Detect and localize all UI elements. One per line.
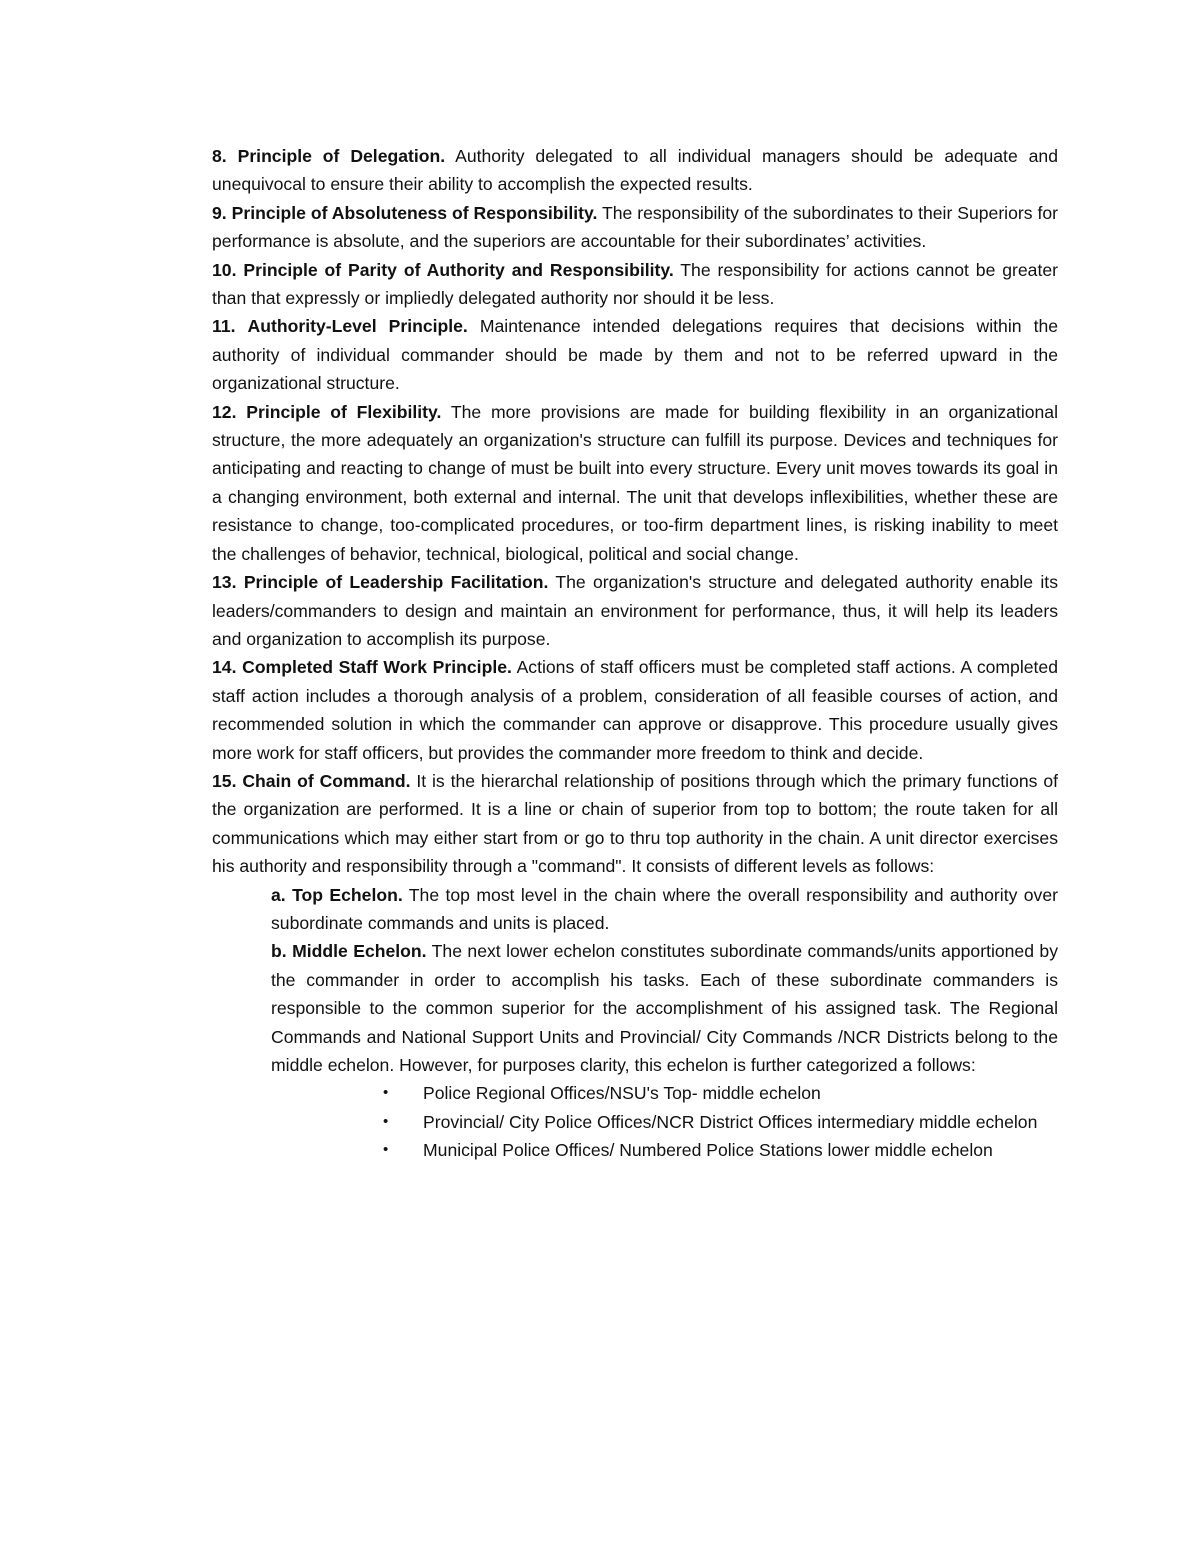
list-item xyxy=(364,1136,1058,1164)
principle-heading: Principle of Leadership Facilitation. xyxy=(243,572,549,593)
principle-8 xyxy=(212,142,1058,199)
principle-text: Maintenance intended delegations requires that decisions within the authority of individual commander should be made by them and not to be referred upward in the organizational structure. xyxy=(212,316,1059,394)
echelon-heading: Top Echelon. xyxy=(292,884,403,905)
echelon-label: a. xyxy=(271,884,286,905)
principle-9 xyxy=(212,199,1058,256)
principle-text: It is the hierarchal relationship of positions through which the primary functions of the organization are performed. It is a line or chain of superior from top to bottom; the route taken for all communications which may either start from or go to thru top authority in the chain. A unit director exercises his authority and responsibility through a "command". It consists of different levels as follows: xyxy=(212,770,1058,877)
list-item-text: Police Regional Offices/NSU's Top- middle echelon xyxy=(423,1083,821,1104)
echelon-text: The next lower echelon constitutes subordinate commands/units apportioned by the commander in order to accomplish his tasks. Each of these subordinate commanders is responsible to the common superior for the accomplishment of his assigned task. The Regional Commands and National Support Units and Provincial/ City Commands /NCR Districts belong to the middle echelon. However, for purposes clarity, this echelon is further categorized a follows: xyxy=(271,941,1059,1075)
echelon-top xyxy=(271,881,1058,938)
principle-heading: Completed Staff Work Principle. xyxy=(242,657,512,678)
bullet-icon: • xyxy=(383,1141,389,1159)
principle-heading: Principle of Flexibility. xyxy=(246,401,442,422)
list-item-text: Provincial/ City Police Offices/NCR District Offices intermediary middle echelon xyxy=(423,1111,1038,1132)
echelon-heading: Middle Echelon. xyxy=(292,941,427,962)
middle-echelon-list xyxy=(364,1079,1058,1164)
bullet-icon: • xyxy=(383,1084,389,1102)
principle-text: The organization's structure and delegated authority enable its leaders/commanders to design and maintain an environment for performance, thus, it will help its leaders and organization to accomplish its purpose. xyxy=(212,572,1058,649)
principle-number: 13. xyxy=(212,572,237,593)
principle-14 xyxy=(212,653,1058,767)
list-item xyxy=(364,1079,1058,1107)
principle-number: 14. xyxy=(212,657,237,678)
principle-11 xyxy=(212,312,1058,397)
principle-text: The responsibility of the subordinates to their Superiors for performance is absolute, and the superiors are accountable for their subordinates’ activities. xyxy=(212,202,1058,252)
principle-12 xyxy=(212,398,1058,568)
principle-number: 11. xyxy=(212,316,236,337)
echelon-text: The top most level in the chain where the overall responsibility and authority over subordinate commands and units is placed. xyxy=(271,884,1058,933)
principle-number: 9. xyxy=(212,202,227,223)
document-page xyxy=(212,142,1058,1165)
principle-15 xyxy=(212,767,1058,881)
principle-heading: Principle of Absoluteness of Responsibility. xyxy=(231,202,598,223)
principle-text: Authority delegated to all individual managers should be adequate and unequivocal to ensure their ability to accomplish the expected results. xyxy=(212,146,1058,195)
principle-number: 12. xyxy=(212,401,237,422)
principle-number: 10. xyxy=(212,259,237,280)
principle-heading: Chain of Command. xyxy=(242,770,411,791)
principle-13 xyxy=(212,568,1058,653)
principle-text: Actions of staff officers must be completed staff actions. A completed staff action includes a thorough analysis of a problem, consideration of all feasible courses of action, and recommended solution in which the commander can approve or disapprove. This procedure usually gives more work for staff officers, but provides the commander more freedom to think and decide. xyxy=(212,657,1058,763)
principle-10 xyxy=(212,256,1058,313)
principle-heading: Principle of Parity of Authority and Responsibility. xyxy=(243,259,674,280)
list-item-text: Municipal Police Offices/ Numbered Police Stations lower middle echelon xyxy=(423,1140,993,1161)
bullet-icon: • xyxy=(383,1112,389,1130)
principle-text: The responsibility for actions cannot be greater than that expressly or impliedly delegated authority nor should it be less. xyxy=(212,259,1058,309)
list-item xyxy=(364,1108,1058,1136)
principle-number: 15. xyxy=(212,770,237,791)
principle-heading: Principle of Delegation. xyxy=(237,146,446,166)
principle-heading: Authority-Level Principle. xyxy=(247,316,468,337)
principle-number: 8. xyxy=(212,146,227,166)
echelon-middle xyxy=(271,937,1058,1079)
echelon-label: b. xyxy=(271,941,287,962)
principle-text: The more provisions are made for building flexibility in an organizational structure, the more adequately an organization's structure can fulfill its purpose. Devices and techniques for anticipating and reacting to change of must be built into every structure. Every unit moves towards its goal in a changing environment, both external and internal. The unit that develops inflexibilities, whether these are resistance to change, too-complicated procedures, or too-firm department lines, is risking inability to meet the challenges of behavior, technical, biological, political and social change. xyxy=(212,401,1059,564)
